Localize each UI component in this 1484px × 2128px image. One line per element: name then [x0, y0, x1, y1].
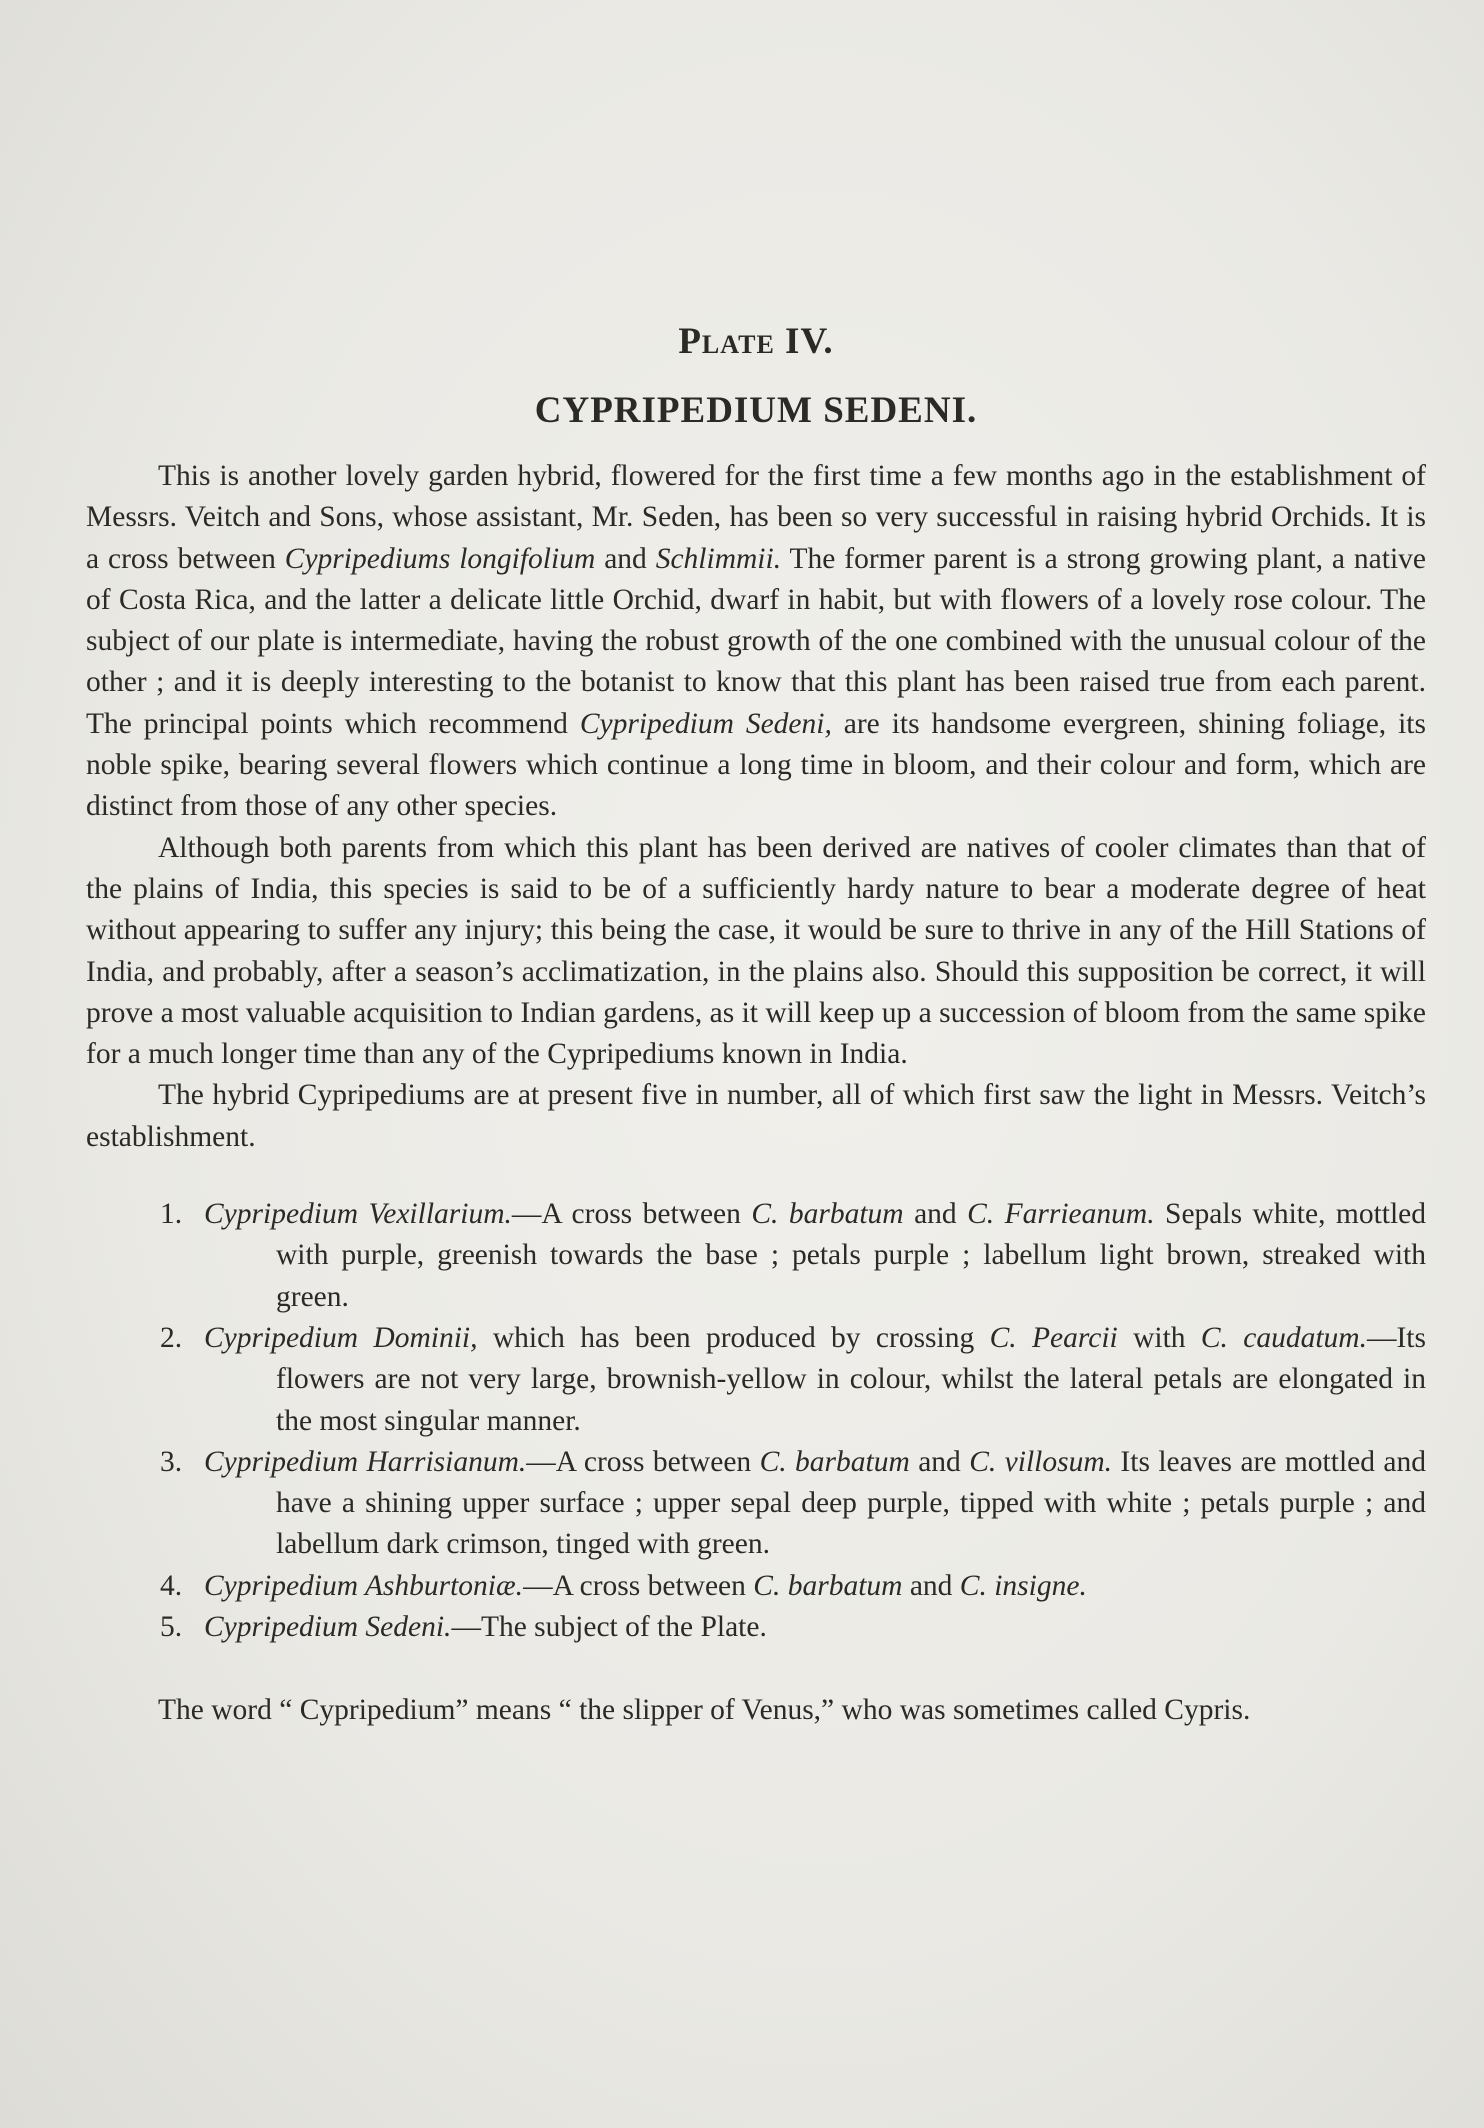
hybrid-list	[86, 1194, 1426, 1648]
italic-text: Cypripedium Ashburtoniæ.	[204, 1569, 524, 1602]
list-item-number: 2.	[160, 1321, 183, 1354]
text-run: The former parent is a strong growing plant, a native of Costa Rica, and the latter a delicate little Orchid, dwarf in habit, but with flowers of a lovely rose colour. The subject of our plate is intermediate, having the robust growth of the one combined with the unusual colour of the other ; and it is deeply interesting to the botanist to know that this plant has been raised true from each parent. The principal points which recommend	[86, 542, 1426, 740]
text-run: are its handsome evergreen, shining foliage, its noble spike, bearing several flowers which continue a long time in bloom, and their colour and form, which are distinct from those of any other species.	[86, 707, 1426, 823]
page-title: CYPRIPEDIUM SEDENI.	[534, 390, 978, 431]
list-item	[86, 1607, 1426, 1648]
page-content	[86, 320, 1426, 1732]
plate-heading: Plate IV.	[678, 321, 834, 362]
italic-text: C. insigne.	[959, 1569, 1087, 1602]
text-run: —A cross between	[526, 1445, 760, 1478]
list-item-number: 5.	[160, 1611, 183, 1644]
italic-text: C. caudatum.	[1200, 1321, 1367, 1354]
italic-text: C. barbatum	[753, 1569, 903, 1602]
list-item-number: 4.	[160, 1569, 183, 1602]
italic-text: Schlimmii.	[655, 542, 782, 575]
italic-text: Cypripedium Dominii,	[204, 1321, 478, 1354]
list-item	[86, 1442, 1426, 1566]
text-run: Sepals white, mottled with purple, greenish towards the base ; petals purple ; labellum light brown, streaked with green.	[276, 1198, 1427, 1313]
text-run: Although both parents from which this plant has been derived are natives of cooler climates than that of the plains of India, this species is said to be of a sufficiently hardy nature to bear a moderate degree of heat without appearing to suffer any injury; this being the case, it would be sure to thrive in any of the Hill Stations of India, and probably, after a season’s acclimatization, in the plains also. Should this supposition be correct, it will prove a most valuable acquisition to Indian gardens, as it will keep up a succession of bloom from the same spike for a much longer time than any of the Cypripediums known in India.	[86, 831, 1426, 1071]
paragraph	[86, 828, 1426, 1076]
list-item	[86, 1194, 1426, 1318]
italic-text: Cypripedium Vexillarium.	[204, 1198, 512, 1231]
text-run: with	[1117, 1321, 1201, 1354]
italic-text: Cypripediums longifolium	[284, 542, 596, 575]
italic-text: C. barbatum	[759, 1445, 910, 1478]
list-item-text	[204, 1611, 767, 1643]
italic-text: Cypripedium Sedeni.	[204, 1611, 452, 1644]
list-item	[86, 1566, 1426, 1607]
text-run: and	[903, 1198, 968, 1231]
text-run: —A cross between	[511, 1198, 752, 1231]
text-run: —The subject of the Plate.	[451, 1611, 767, 1644]
paragraph	[86, 456, 1426, 828]
closing-paragraph: The word “ Cypripedium” means “ the slipper of Venus,” who was sometimes called Cypris.	[158, 1694, 1251, 1727]
text-run: and	[902, 1569, 960, 1602]
italic-text: C. Farrieanum.	[967, 1198, 1155, 1231]
list-item-text	[204, 1570, 1087, 1602]
list-item-number: 3.	[160, 1445, 183, 1478]
italic-text: Cypripedium Harrisianum.	[204, 1445, 527, 1478]
italic-text: C. barbatum	[751, 1198, 904, 1231]
text-run: The hybrid Cypripediums are at present five in number, all of which first saw the light in Messrs. Veitch’s establishment.	[86, 1079, 1426, 1153]
text-run: —A cross between	[523, 1569, 754, 1602]
text-run: and	[595, 542, 656, 575]
body-text	[86, 456, 1426, 1158]
list-item-text	[204, 1198, 1426, 1313]
text-run: and	[909, 1445, 970, 1478]
text-run: This is another lovely garden hybrid, flowered for the first time a few months ago in the establishment of Messrs. Veitch and Sons, whose assistant, Mr. Seden, has been so very successful in raising hybrid Orchids. It is a cross between	[86, 460, 1426, 575]
list-item-text	[204, 1446, 1426, 1561]
list-item	[86, 1318, 1426, 1442]
italic-text: Cypripedium Sedeni,	[579, 707, 832, 740]
paragraph	[86, 1075, 1426, 1158]
italic-text: C. Pearcii	[989, 1321, 1118, 1354]
text-run: Its leaves are mottled and have a shining upper surface ; upper sepal deep purple, tipped with white ; petals purple ; and labellum dark crimson, tinged with green.	[276, 1445, 1426, 1561]
text-run: —Its flowers are not very large, brownish-yellow in colour, whilst the lateral petals are elongated in the most singular manner.	[276, 1321, 1426, 1437]
italic-text: C. villosum.	[969, 1445, 1113, 1478]
text-run: which has been produced by crossing	[477, 1321, 990, 1354]
list-item-number: 1.	[160, 1198, 183, 1231]
list-item-text	[204, 1322, 1426, 1437]
